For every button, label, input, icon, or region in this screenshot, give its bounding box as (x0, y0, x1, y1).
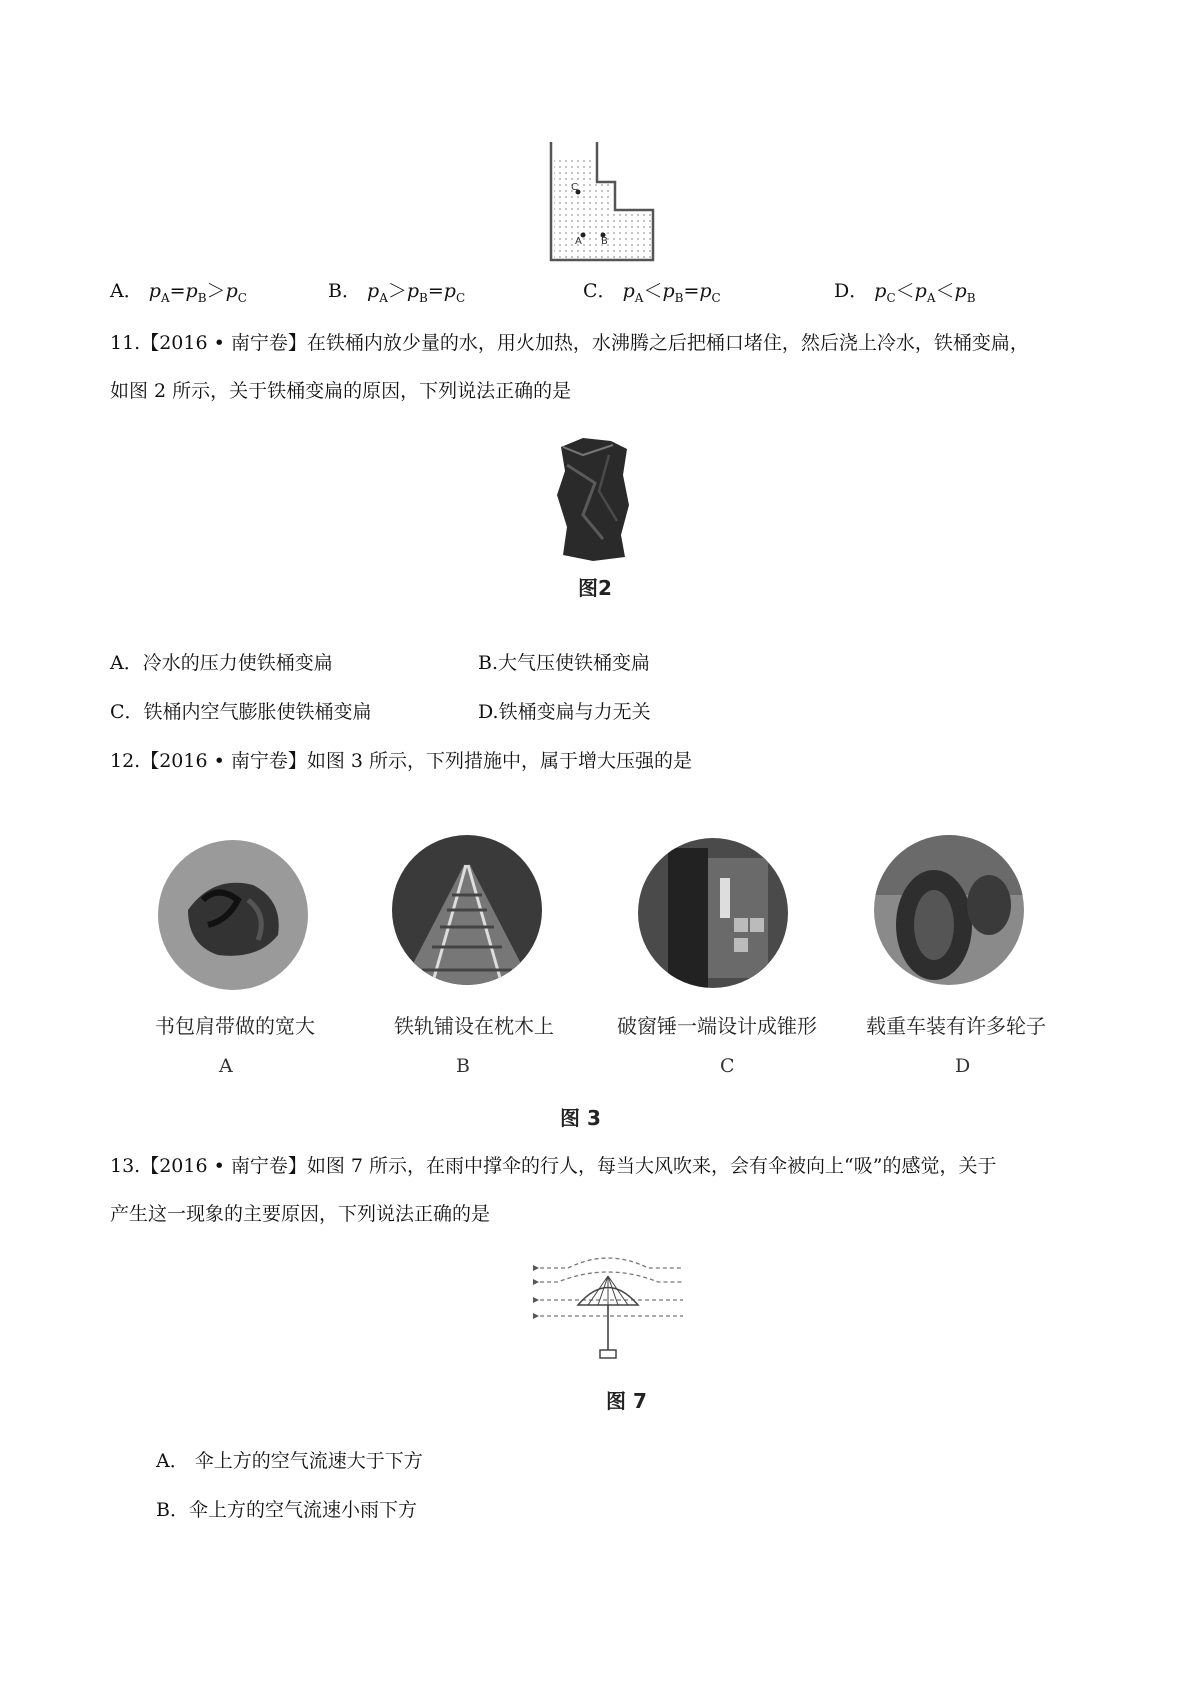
backpack-image (158, 840, 308, 990)
container-figure (545, 140, 657, 262)
point-a-label: A (575, 236, 582, 247)
q11-stem-line2: 如图 2 所示，关于铁桶变扁的原因，下列说法正确的是 (110, 380, 572, 402)
window-hammer-image (638, 838, 788, 988)
q11-option-b: B.大气压使铁桶变扁 (478, 652, 651, 674)
figure-3-caption: 图 3 (560, 1106, 601, 1130)
image-d-letter: D (955, 1055, 971, 1077)
image-a-letter: A (219, 1055, 233, 1077)
figure-7-caption: 图 7 (606, 1389, 647, 1413)
figure-2-caption: 图2 (578, 576, 612, 600)
point-b-label: B (601, 236, 608, 247)
q12-stem: 12.【2016 • 南宁卷】如图 3 所示，下列措施中，属于增大压强的是 (110, 750, 693, 772)
image-b-letter: B (456, 1055, 470, 1077)
q11-stem-line1: 11.【2016 • 南宁卷】在铁桶内放少量的水，用火加热，水沸腾之后把桶口堵住，然后浇上冷水，铁桶变扁， (110, 332, 1029, 354)
q11-option-a: A．冷水的压力使铁桶变扁 (110, 652, 333, 674)
q10-option-a: A． $p_A=p_B>p_C$ (110, 280, 247, 305)
image-c-label: 破窗锤一端设计成锥形 (617, 1014, 817, 1038)
q11-option-d: D.铁桶变扁与力无关 (478, 701, 651, 723)
railway-image (392, 835, 542, 985)
crushed-barrel-photo (553, 435, 633, 565)
q13-option-b: B．伞上方的空气流速小雨下方 (156, 1499, 417, 1521)
image-d-label: 载重车装有许多轮子 (866, 1014, 1046, 1038)
umbrella-airflow-figure (528, 1250, 688, 1365)
image-c-letter: C (720, 1055, 735, 1077)
q10-option-b: B． $p_A>p_B=p_C$ (328, 280, 466, 305)
q11-option-c: C．铁桶内空气膨胀使铁桶变扁 (110, 701, 372, 723)
q10-option-c: C． $p_A<p_B=p_C$ (583, 280, 721, 305)
point-c-label: C (571, 182, 578, 193)
image-a-label: 书包肩带做的宽大 (155, 1014, 315, 1038)
q13-option-a: A． 伞上方的空气流速大于下方 (156, 1450, 423, 1472)
truck-wheels-image (874, 835, 1024, 985)
image-b-label: 铁轨铺设在枕木上 (394, 1014, 554, 1038)
q10-option-d: D． $p_C<p_A<p_B$ (834, 280, 976, 305)
q13-stem-line1: 13.【2016 • 南宁卷】如图 7 所示，在雨中撑伞的行人，每当大风吹来，会有伞被向上“吸”的感觉，关于 (110, 1155, 997, 1177)
q13-stem-line2: 产生这一现象的主要原因，下列说法正确的是 (110, 1203, 491, 1225)
